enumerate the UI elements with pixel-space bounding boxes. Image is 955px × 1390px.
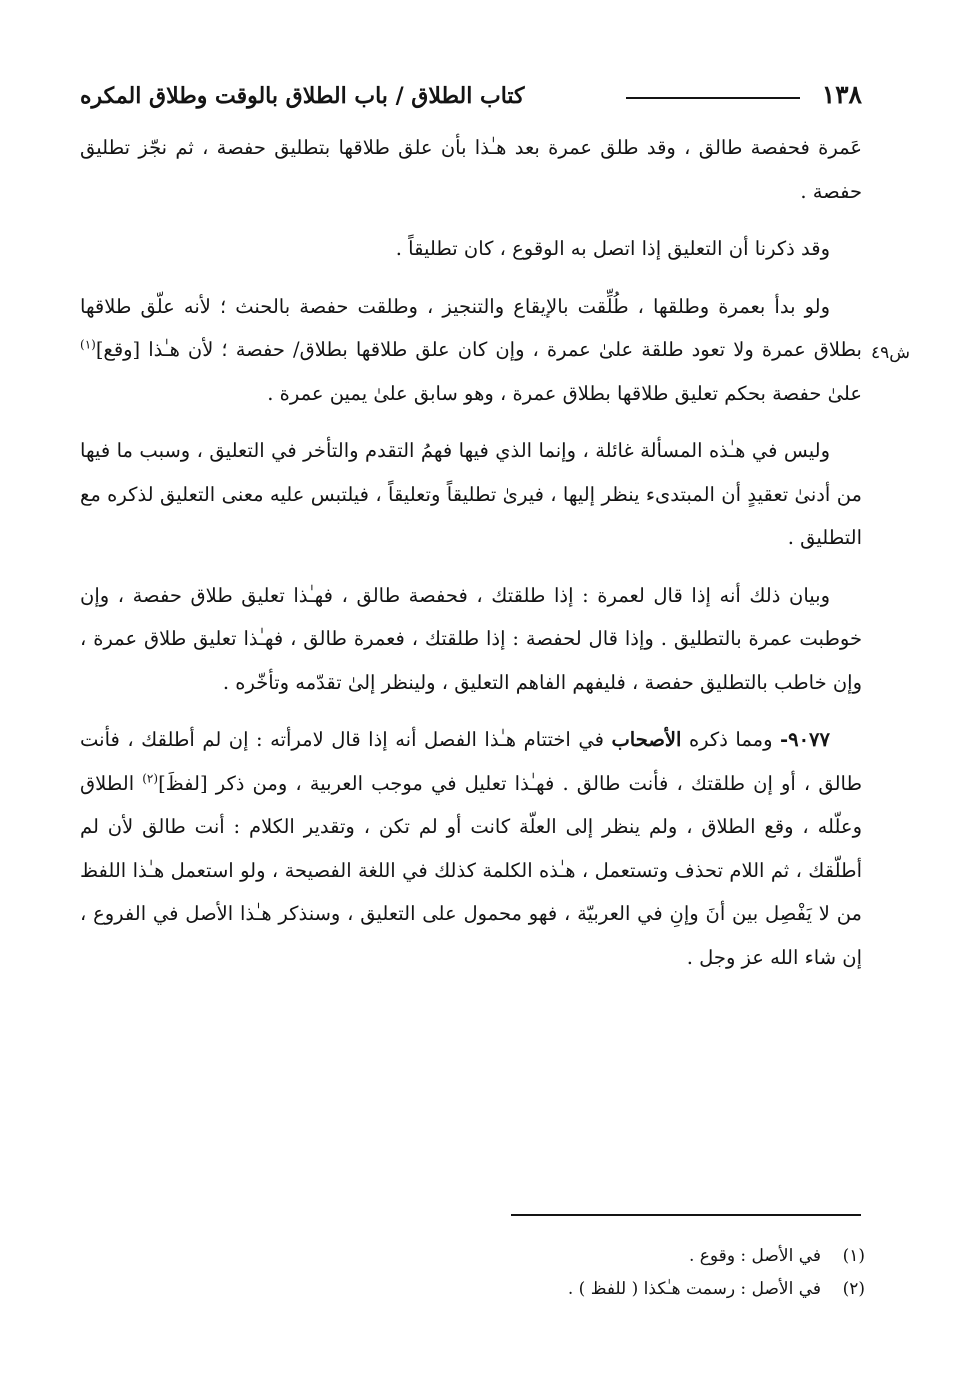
paragraph-text: علىٰ حفصة بحكم تعليق طلاقها بطلاق عمرة ، وهو سابق علىٰ يمين عمرة . xyxy=(267,381,862,405)
footnote-ref-1: (١) xyxy=(80,337,96,352)
running-title: كتاب الطلاق / باب الطلاق بالوقت وطلاق المكره xyxy=(80,83,525,109)
paragraph: عَمرة فحفصة طالق ، وقد طلق عمرة بعد هـٰذا بأن علق طلاقها بتطليق حفصة ، ثم نجّز تطليق حفصة . xyxy=(80,136,862,203)
issue-number: ٩٠٧٧- xyxy=(780,728,830,751)
footnote-text: في الأصل : وقوع . xyxy=(688,1246,821,1266)
footnote-text: في الأصل : رسمت هـٰكذا ( للفظ ) . xyxy=(567,1279,821,1299)
footnote-number: (١) xyxy=(842,1246,865,1266)
paragraph-text: في اختتام هـٰذا الفصل أنه إذا قال لامرأته : إن لم أطلقك ، فأنت طالق ، أو إن طلقتك ، فأنت طالق . فهـٰذا تعليل في موجب العربية ، ومن ذكر [لفظَ] xyxy=(80,728,862,795)
page-header xyxy=(80,78,862,118)
paragraph-text: الطلاق وعلّله ، وقع الطلاق ، ولم ينظر إلى العلّة كانت أو لم تكن ، وتقدير الكلام : أنت طالق لأن لم أطلّقك ، ثم اللام تحذف وتستعمل ، هـٰذه الكلمة كذلك في اللغة الفصيحة ، ولو استعمل هـٰذا اللفظ من لا يَفْصِل بين أنَ وإنِ في العربيّة ، فهو محمول على التعليق ، وسنذكر هـٰذا الأصل في الفروع ، إن شاء الله عز وجل . xyxy=(80,771,862,969)
paragraph-text: ولو بدأ بعمرة وطلقها ، طُلِّقت بالإيقاع والتنجيز ، وطلقت حفصة بالحنث ؛ لأنه علّق طلاقها بطلاق عمرة ولا تعود طلقة علىٰ عمرة ، وإن كان علق طلاقها بطلاق/ حفصة ؛ لأن هـٰذا [وقع] xyxy=(80,294,862,361)
paragraph: وقد ذكرنا أن التعليق إذا اتصل به الوقوع ، كان تطليقاً . xyxy=(395,237,830,260)
authors-term: الأصحاب xyxy=(611,728,682,751)
footnote-1 xyxy=(165,1240,865,1273)
footnote-2 xyxy=(165,1273,865,1306)
paragraph: وليس في هـٰذه المسألة غائلة ، وإنما الذي فيها فهمُ التقدم والتأخر في التعليق ، وسبب ما فيها من أدنىٰ تعقيدٍ أن المبتدىء ينظر إليها ، فيرىٰ تطليقاً وتعليقاً ، فيلتبس عليه معنى التعليق لذكره مع التطليق . xyxy=(80,439,862,549)
footnote-number: (٢) xyxy=(842,1279,865,1299)
paragraph xyxy=(80,285,862,416)
page-number: ١٣٨ xyxy=(821,80,862,109)
header-rule xyxy=(626,97,800,99)
margin-reference: ش٤٩ xyxy=(871,343,911,363)
footnotes xyxy=(165,1240,865,1306)
main-text xyxy=(80,126,862,993)
footnote-ref-2: (٢) xyxy=(142,771,159,785)
footnote-separator xyxy=(511,1214,861,1216)
paragraph: وبيان ذلك أنه إذا قال لعمرة : إذا طلقتك ، فحفصة طالق ، فهـٰذا تعليق طلاق حفصة ، وإن خوطبت عمرة بالتطليق . وإذا قال لحفصة : إذا طلقتك ، فعمرة طالق ، فهـٰذا تعليق طلاق عمرة ، وإن خاطب بالتطليق حفصة ، فليفهم الفاهم التعليق ، ولينظر إلىٰ تقدّمه وتأخّره . xyxy=(80,583,862,694)
paragraph-issue-9077 xyxy=(80,718,862,979)
paragraph-text: ومما ذكره xyxy=(688,728,773,751)
